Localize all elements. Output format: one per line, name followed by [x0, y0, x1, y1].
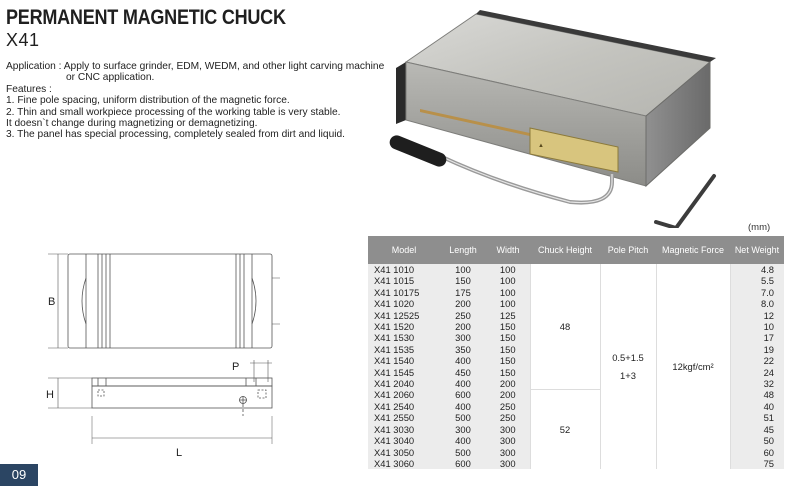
application-text: Application : Apply to surface grinder, EDM, WEDM, and other light carving machine — [6, 61, 385, 72]
cell-length: 200 — [440, 321, 486, 332]
pitch-dimension — [250, 360, 272, 382]
cell-length: 250 — [440, 310, 486, 321]
cell-length: 150 — [440, 275, 486, 286]
cell-net-weight: 10 — [730, 321, 784, 332]
cell-width: 100 — [486, 264, 530, 275]
product-photo — [380, 6, 720, 228]
chuck-left-edge — [396, 62, 406, 124]
cell-net-weight: 75 — [730, 458, 784, 469]
cell-model: X41 1540 — [368, 355, 440, 366]
cell-net-weight: 4.8 — [730, 264, 784, 275]
cell-length: 100 — [440, 264, 486, 275]
cell-model: X41 3030 — [368, 424, 440, 435]
page-title: PERMANENT MAGNETIC CHUCK — [6, 6, 286, 29]
feature-2-cont: It doesn`t change during magnetizing or demagnetizing. — [6, 118, 258, 130]
spec-table-header — [368, 236, 784, 264]
cell-length: 600 — [440, 389, 486, 400]
cell-width: 300 — [486, 435, 530, 446]
cell-net-weight: 7.0 — [730, 287, 784, 298]
cell-model: X41 3060 — [368, 458, 440, 469]
cell-width: 150 — [486, 367, 530, 378]
cell-model: X41 1020 — [368, 298, 440, 309]
cell-length: 400 — [440, 401, 486, 412]
cell-width: 300 — [486, 424, 530, 435]
hex-key — [656, 176, 714, 228]
feature-3: 3. The panel has special processing, completely sealed from dirt and liquid. — [6, 129, 346, 141]
application-text-cont: or CNC application. — [66, 72, 155, 84]
spec-table — [368, 236, 784, 469]
cell-width: 125 — [486, 310, 530, 321]
col-chuck-height: Chuck Height — [530, 236, 600, 264]
dim-label-b: B — [48, 296, 56, 308]
col-length: Length — [440, 236, 486, 264]
feature-2: 2. Thin and small workpiece processing of the working table is very stable. — [6, 106, 341, 118]
cell-chuck-height: 52 — [530, 389, 600, 469]
cell-model: X41 1530 — [368, 332, 440, 343]
col-pole-pitch: Pole Pitch — [600, 236, 656, 264]
cell-model: X41 3050 — [368, 447, 440, 458]
cell-width: 100 — [486, 298, 530, 309]
cell-net-weight: 22 — [730, 355, 784, 366]
col-model: Model — [368, 236, 440, 264]
cell-length: 200 — [440, 298, 486, 309]
feature-1: 1. Fine pole spacing, uniform distribution of the magnetic force. — [6, 95, 290, 107]
cell-model: X41 1535 — [368, 344, 440, 355]
cell-width: 150 — [486, 355, 530, 366]
model-series: X41 — [6, 30, 40, 50]
cell-model: X41 10175 — [368, 287, 440, 298]
cell-net-weight: 50 — [730, 435, 784, 446]
table-row — [368, 264, 784, 275]
cell-length: 500 — [440, 412, 486, 423]
cell-length: 600 — [440, 458, 486, 469]
cell-net-weight: 5.5 — [730, 275, 784, 286]
cell-net-weight: 24 — [730, 367, 784, 378]
cell-net-weight: 12 — [730, 310, 784, 321]
cell-net-weight: 19 — [730, 344, 784, 355]
cell-length: 400 — [440, 378, 486, 389]
cell-net-weight: 17 — [730, 332, 784, 343]
page-number: 09 — [0, 464, 38, 486]
cell-width: 250 — [486, 401, 530, 412]
cell-model: X41 1545 — [368, 367, 440, 378]
cell-model: X41 1015 — [368, 275, 440, 286]
cell-width: 150 — [486, 332, 530, 343]
cell-model: X41 12525 — [368, 310, 440, 321]
pole-pitch-value: 1+3 — [620, 369, 636, 381]
cell-chuck-height: 48 — [530, 264, 600, 389]
cell-length: 500 — [440, 447, 486, 458]
dim-label-l: L — [176, 447, 183, 459]
features-heading: Features : — [6, 83, 52, 95]
top-view — [48, 254, 280, 348]
product-description — [6, 61, 406, 141]
cell-width: 300 — [486, 447, 530, 458]
unit-label: (mm) — [748, 222, 771, 233]
pole-pitch-value: 0.5+1.5 — [612, 352, 644, 364]
cell-net-weight: 48 — [730, 389, 784, 400]
cell-length: 450 — [440, 367, 486, 378]
cell-width: 250 — [486, 412, 530, 423]
dim-label-p: P — [232, 361, 240, 373]
col-net-weight: Net Weight — [730, 236, 784, 264]
dimension-drawing — [40, 238, 290, 463]
cell-width: 150 — [486, 344, 530, 355]
cell-length: 400 — [440, 355, 486, 366]
cell-model: X41 2550 — [368, 412, 440, 423]
cell-length: 350 — [440, 344, 486, 355]
cell-model: X41 2060 — [368, 389, 440, 400]
cell-width: 200 — [486, 389, 530, 400]
cell-length: 300 — [440, 424, 486, 435]
cell-model: X41 3040 — [368, 435, 440, 446]
cell-width: 100 — [486, 275, 530, 286]
cell-width: 200 — [486, 378, 530, 389]
cell-net-weight: 45 — [730, 424, 784, 435]
cell-magnetic-force: 12kgf/cm² — [656, 264, 730, 469]
svg-text:▲: ▲ — [538, 143, 544, 149]
cell-model: X41 2540 — [368, 401, 440, 412]
handle-grip — [388, 133, 449, 168]
cell-net-weight: 51 — [730, 412, 784, 423]
cell-net-weight: 8.0 — [730, 298, 784, 309]
cell-net-weight: 40 — [730, 401, 784, 412]
col-magnetic-force: Magnetic Force — [656, 236, 730, 264]
cell-model: X41 1520 — [368, 321, 440, 332]
cell-width: 150 — [486, 321, 530, 332]
cell-net-weight: 32 — [730, 378, 784, 389]
cell-pole-pitch — [600, 264, 656, 469]
cell-length: 175 — [440, 287, 486, 298]
cell-model: X41 2040 — [368, 378, 440, 389]
side-view — [48, 378, 272, 444]
cell-model: X41 1010 — [368, 264, 440, 275]
cell-net-weight: 60 — [730, 447, 784, 458]
col-width: Width — [486, 236, 530, 264]
cell-length: 300 — [440, 332, 486, 343]
cell-length: 400 — [440, 435, 486, 446]
dim-label-h: H — [46, 389, 54, 401]
cell-width: 100 — [486, 287, 530, 298]
cell-width: 300 — [486, 458, 530, 469]
